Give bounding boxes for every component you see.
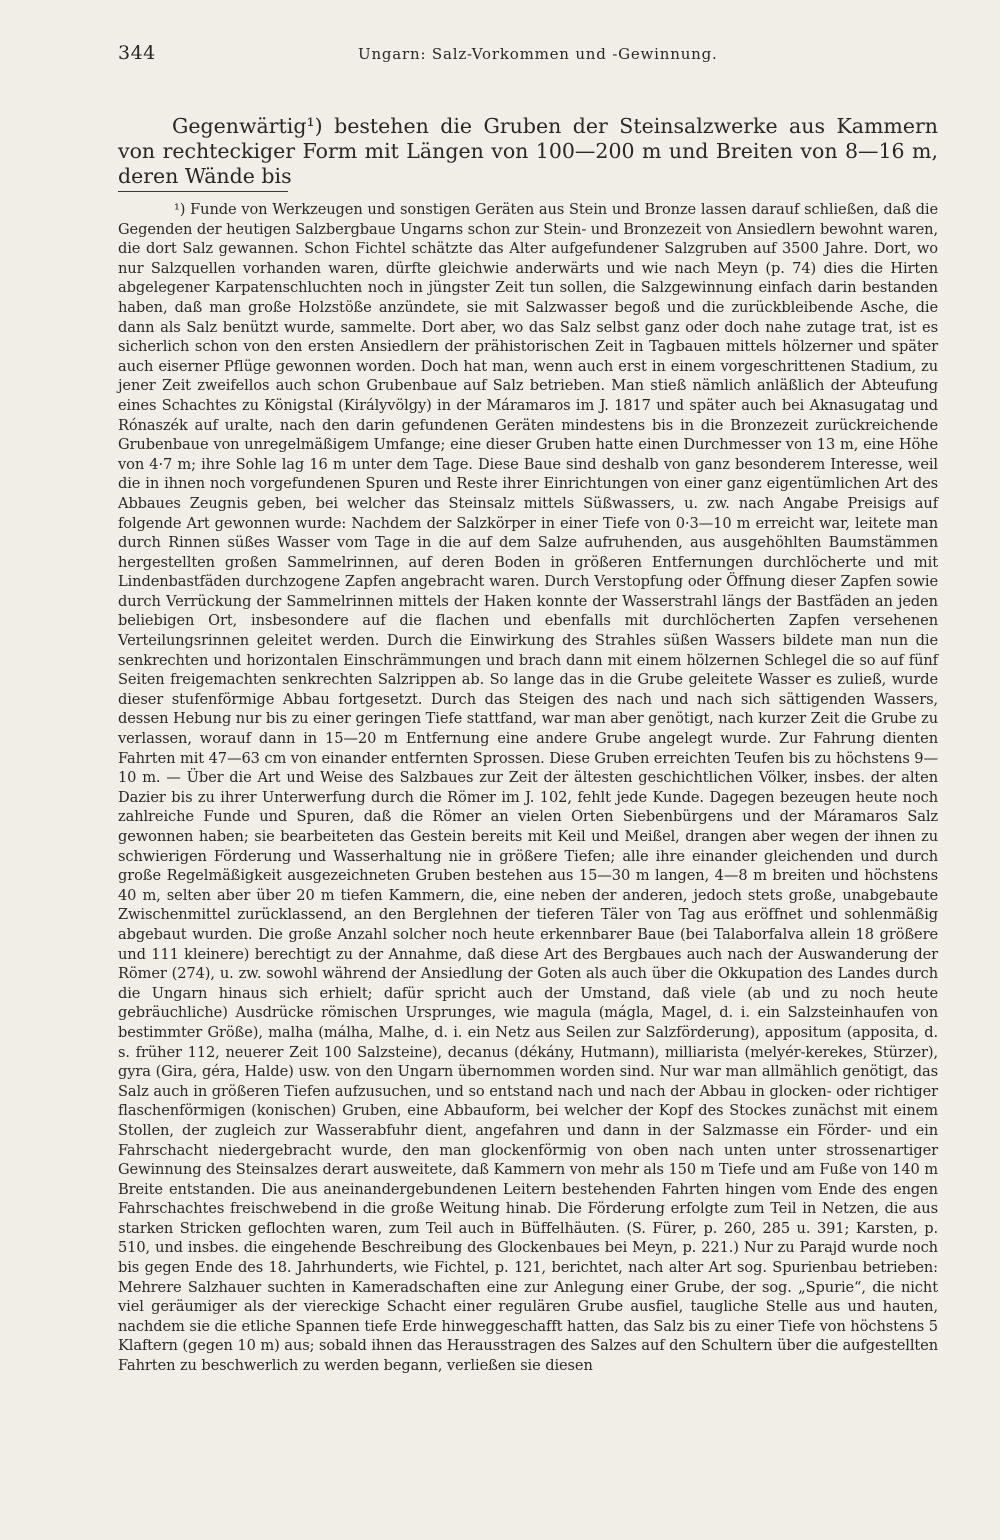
footnote-divider bbox=[118, 191, 288, 192]
page-number: 344 bbox=[118, 42, 156, 64]
running-head bbox=[118, 42, 938, 72]
body-paragraph: Gegenwärtig¹) bestehen die Gruben der Steinsalzwerke aus Kammern von rechteckiger Form mit Längen von 100—200 m und Breiten von 8—16 m, deren Wände bis bbox=[118, 114, 938, 188]
running-title: Ungarn: Salz-Vorkommen und -Gewinnung. bbox=[358, 45, 718, 63]
footnote-text: Funde von Werkzeugen und sonstigen Geräten aus Stein und Bronze lassen darauf schließen, daß die Gegenden der heutigen Salzbergbaue Ungarns schon zur Stein- und Bronzezeit von Ansiedlern bewohnt waren, die dort Salz gewannen. Schon Fichtel schätzte das Alter aufgefundener Salzgruben auf 3500 Jahre. Dort, wo nur Salzquellen vorhanden waren, dürfte gleichwie anderwärts und wie nach Meyn (p. 74) dies die Hirten abgelegener Karpatenschluchten noch in jüngster Zeit tun sollen, die Salzgewinnung einfach darin bestanden haben, daß man große Holzstöße anzündete, sie mit Salzwasser begoß und die zurückbleibende Asche, die dann als Salz benützt wurde, sammelte. Dort aber, wo das Salz selbst ganz oder doch nahe zutage trat, ist es sicherlich schon von den ersten Ansiedlern der prähistorischen Zeit in Tagbauen mittels hölzerner und später auch eiserner Pflüge gewonnen worden. Doch hat man, wenn auch erst in einem vorgeschrittenen Stadium, zu jener Zeit zweifellos auch schon Grubenbaue auf Salz betrieben. Man stieß nämlich anläßlich der Abteufung eines Schachtes zu Königstal (Királyvölgy) in der Máramaros im J. 1817 und später auch bei Aknasugatag und Rónaszék auf uralte, nach den darin gefundenen Geräten mindestens bis in die Bronzezeit zurückreichende Grubenbaue von unregelmäßigem Umfange; eine dieser Gruben hatte einen Durchmesser von 13 m, eine Höhe von 4·7 m; ihre Sohle lag 16 m unter dem Tage. Diese Baue sind deshalb von ganz besonderem Interesse, weil die in ihnen noch vorgefundenen Spuren und Reste ihrer Einrichtungen von einer ganz eigentümlichen Art des Abbaues Zeugnis geben, bei welcher das Steinsalz mittels Süßwassers, u. zw. nach Angabe Preisigs auf folgende Art gewonnen wurde: Nachdem der Salzkörper in einer Tiefe von 0·3—10 m erreicht war, leitete man durch Rinnen süßes Wasser vom Tage in die auf dem Salze aufruhenden, aus ausgehöhlten Baumstämmen hergestellten großen Sammelrinnen, auf deren Boden in größeren Entfernungen durchlöcherte und mit Lindenbastfäden durchzogene Zapfen angebracht waren. Durch Verstopfung oder Öffnung dieser Zapfen sowie durch Verrückung der Sammelrinnen mittels der Haken konnte der Wasserstrahl längs der Bastfäden an jeden beliebigen Ort, insbesondere auf die flachen und ebenfalls mit durchlöcherten Zapfen versehenen Verteilungsrinnen geleitet werden. Durch die Einwirkung des Strahles süßen Wassers bildete man nun die senkrechten und horizontalen Einschrämmungen und brach dann mit einem hölzernen Schlegel die so auf fünf Seiten freigemachten senkrechten Salzrippen ab. So lange das in die Grube geleitete Wasser es zuließ, wurde dieser stufenförmige Abbau fortgesetzt. Durch das Steigen des nach und nach sich sättigenden Wassers, dessen Hebung nur bis zu einer geringen Tiefe stattfand, war man aber genötigt, nach kurzer Zeit die Grube zu verlassen, worauf dann in 15—20 m Entfernung eine andere Grube angelegt wurde. Zur Fahrung dienten Fahrten mit 47—63 cm von einander entfernten Sprossen. Diese Gruben erreichten Teufen bis zu höchstens 9—10 m. — Über die Art und Weise des Salzbaues zur Zeit der ältesten geschichtlichen Völker, insbes. der alten Dazier bis zu ihrer Unterwerfung durch die Römer im J. 102, fehlt jede Kunde. Dagegen bezeugen heute noch zahlreiche Funde und Spuren, daß die Römer an vielen Orten Siebenbürgens und der Máramaros Salz gewonnen haben; sie bearbeiteten das Gestein bereits mit Keil und Meißel, drangen aber wegen der ihnen zu schwierigen Förderung und Wasserhaltung nie in größere Tiefen; alle ihre einander gleichenden und durch große Regelmäßigkeit ausgezeichneten Gruben bestehen aus 15—30 m langen, 4—8 m breiten und höchstens 40 m, selten aber über 20 m tiefen Kammern, die, eine neben der anderen, jedoch stets große, unabgebaute Zwischenmittel zurücklassend, an den Berglehnen der tieferen Täler von Tag aus eröffnet und sohlenmäßig abgebaut wurden. Die große Anzahl solcher noch heute erkennbarer Baue (bei Talaborfalva allein 18 größere und 111 kleinere) berechtigt zu der Annahme, daß diese Art des Bergbaues auch nach der Auswanderung der Römer (274), u. zw. sowohl während der Ansiedlung der Goten als auch über die Okkupation des Landes durch die Ungarn hinaus sich erhielt; dafür spricht auch der Umstand, daß viele (ab und zu noch heute gebräuchliche) Ausdrücke römischen Ursprunges, wie magula (mágla, Magel, d. i. ein Salzsteinhaufen von bestimmter Größe), malha (málha, Malhe, d. i. ein Netz aus Seilen zur Salzförderung), appositum (apposita, d. s. früher 112, neuerer Zeit 100 Salzsteine), decanus (dékány, Hutmann), milliarista (melyér-kerekes, Stürzer), gyra (Gira, géra, Halde) usw. von den Ungarn übernommen worden sind. Nur war man allmählich genötigt, das Salz auch in größeren Tiefen aufzusuchen, und so entstand nach und nach der Abbau in glocken- oder richtiger flaschenförmigen (konischen) Gruben, eine Abbauform, bei welcher der Kopf des Stockes zunächst mit einem Stollen, der zugleich zur Wasserabfuhr dient, angefahren und dann in der Salzmasse ein Förder- und ein Fahrschacht niedergebracht wurde, den man glockenförmig von oben nach unten unter strossenartiger Gewinnung des Steinsalzes derart ausweitete, daß Kammern von mehr als 150 m Tiefe und am Fuße von 140 m Breite entstanden. Die aus aneinandergebundenen Leitern bestehenden Fahrten hingen vom Ende des engen Fahrschachtes freischwebend in die große Weitung hinab. Die Förderung erfolgte zum Teil in Netzen, die aus starken Stricken geflochten waren, zum Teil auch in Büffelhäuten. (S. Fürer, p. 260, 285 u. 391; Karsten, p. 510, und insbes. die eingehende Beschreibung des Glockenbaues bei Meyn, p. 221.) Nur zu Parajd wurde noch bis gegen Ende des 18. Jahrhunderts, wie Fichtel, p. 121, berichtet, nach alter Art sog. Spurienbau betrieben: Mehrere Salzhauer suchten in Kameradschaften eine zur Anlegung einer Grube, der sog. „Spurie“, die nicht viel geräumiger als der viereckige Schacht einer regulären Grube ausfiel, taugliche Stelle aus und hauten, nachdem sie die etliche Spannen tiefe Erde hinweggeschafft hatten, das Salz bis zu einer Tiefe von höchstens 5 Klaftern (gegen 10 m) aus; sobald ihnen das Herausstragen des Salzes auf den Schultern über die aufgestellten Fahrten zu beschwerlich zu werden begann, verließen sie diesen bbox=[118, 201, 938, 1375]
footnote bbox=[118, 200, 938, 1376]
footnote-marker: ¹) bbox=[174, 201, 186, 218]
